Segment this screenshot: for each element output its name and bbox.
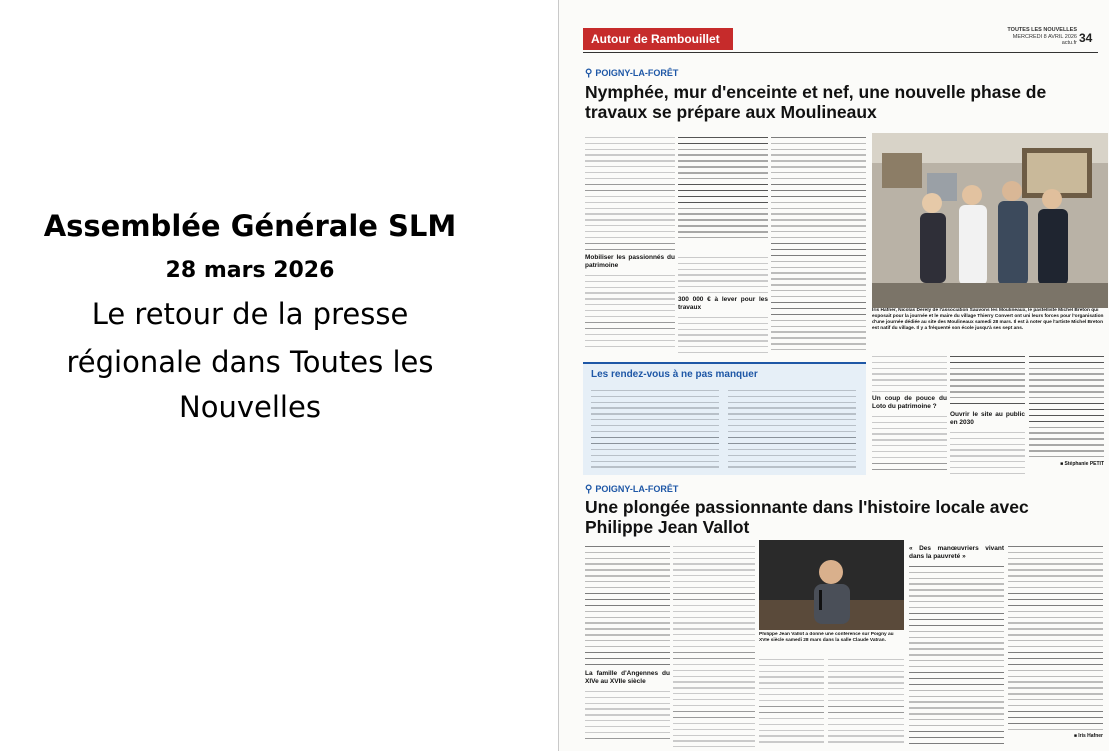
article2-location bbox=[585, 484, 678, 495]
article1-column-5 bbox=[950, 352, 1025, 482]
article1-location-text: POIGNY-LA-FORÊT bbox=[595, 68, 679, 78]
article2-signature: ■ Iris Hafner bbox=[1073, 733, 1103, 739]
article1-column-4 bbox=[872, 352, 947, 482]
caption-line-2: régionale dans Toutes les bbox=[66, 345, 434, 379]
article1-subhead-2: 300 000 € à lever pour les travaux bbox=[678, 296, 768, 311]
events-box-column-2 bbox=[728, 386, 856, 471]
article2-photo bbox=[759, 540, 904, 630]
slide-caption bbox=[0, 0, 500, 751]
events-box-title: Les rendez-vous à ne pas manquer bbox=[591, 369, 758, 380]
location-pin-icon: ⚲ bbox=[585, 484, 593, 495]
masthead-title: TOUTES LES NOUVELLES bbox=[1007, 27, 1077, 33]
caption-date: 28 mars 2026 bbox=[165, 258, 335, 283]
page-number: 34 bbox=[1079, 31, 1093, 45]
group-photo-image bbox=[872, 133, 1108, 308]
article1-signature: ■ Stéphanie PETIT bbox=[1060, 461, 1104, 467]
events-box-column-1 bbox=[591, 386, 719, 471]
article1-signature-text: Stéphanie PETIT bbox=[1064, 461, 1104, 467]
article2-column-4 bbox=[828, 655, 904, 747]
article2-column-1 bbox=[585, 542, 670, 747]
article1-column-2 bbox=[678, 133, 768, 355]
events-box bbox=[583, 362, 866, 475]
article1-headline: Nymphée, mur d'enceinte et nef, une nouvelle phase de travaux se prépare aux Moulineaux bbox=[585, 82, 1047, 122]
article1-column-3 bbox=[771, 133, 866, 355]
article1-location bbox=[585, 68, 678, 79]
article2-subhead-2: « Des manœuvriers vivant dans la pauvreté » bbox=[909, 545, 1004, 560]
article2-signature-text: Iris Hafner bbox=[1078, 733, 1103, 739]
article2-photo-caption: Philippe Jean Vallot a donné une conférence sur Poigny au XVIe siècle samedi 28 mars dans la salle Claude Vatran. bbox=[759, 632, 894, 643]
location-pin-icon: ⚲ bbox=[585, 68, 593, 79]
masthead bbox=[989, 27, 1077, 47]
caption-title: Assemblée Générale SLM bbox=[43, 209, 457, 243]
article2-location-text: POIGNY-LA-FORÊT bbox=[595, 484, 679, 494]
article1-column-6 bbox=[1029, 352, 1104, 482]
article1-photo-caption: Iris Hafner, Nicolas Derely de l'association Sauvons les Moulineaux, le pastelliste Michel Breton qui exposait pour la journée et le maire du village Thierry Convert ont uni leurs forces pour l'organisation d'une journée dédiée au site des Moulineaux samedi 28 mars. Il est à noter que l'artiste Michel Breton est natif du village. Il y a fréquenté son école jusqu'à ses sept ans. bbox=[872, 308, 1104, 331]
speaker-photo-image bbox=[759, 540, 904, 630]
article1-subhead-1: Mobiliser les passionnés du patrimoine bbox=[585, 254, 675, 269]
header-rule bbox=[583, 52, 1098, 53]
article2-column-2 bbox=[673, 542, 755, 747]
article2-column-5 bbox=[909, 542, 1004, 747]
article2-column-3 bbox=[759, 655, 824, 747]
article1-photo bbox=[872, 133, 1108, 308]
article1-column-1 bbox=[585, 133, 675, 355]
caption-line-1: Le retour de la presse bbox=[91, 297, 409, 331]
article2-subhead-1: La famille d'Angennes du XIVe au XVIIe siècle bbox=[585, 670, 670, 685]
masthead-site: actu.fr bbox=[1061, 40, 1077, 46]
article2-headline: Une plongée passionnante dans l'histoire locale avec Philippe Jean Vallot bbox=[585, 497, 1029, 537]
newspaper-page bbox=[558, 0, 1109, 751]
article2-column-6 bbox=[1008, 542, 1103, 747]
masthead-date: MERCREDI 8 AVRIL 2026 bbox=[1012, 33, 1077, 40]
section-tag: Autour de Rambouillet bbox=[583, 28, 733, 50]
article1-subhead-3: Un coup de pouce du Loto du patrimoine ? bbox=[872, 395, 947, 410]
caption-line-3: Nouvelles bbox=[179, 390, 321, 424]
article1-subhead-4: Ouvrir le site au public en 2030 bbox=[950, 411, 1025, 426]
